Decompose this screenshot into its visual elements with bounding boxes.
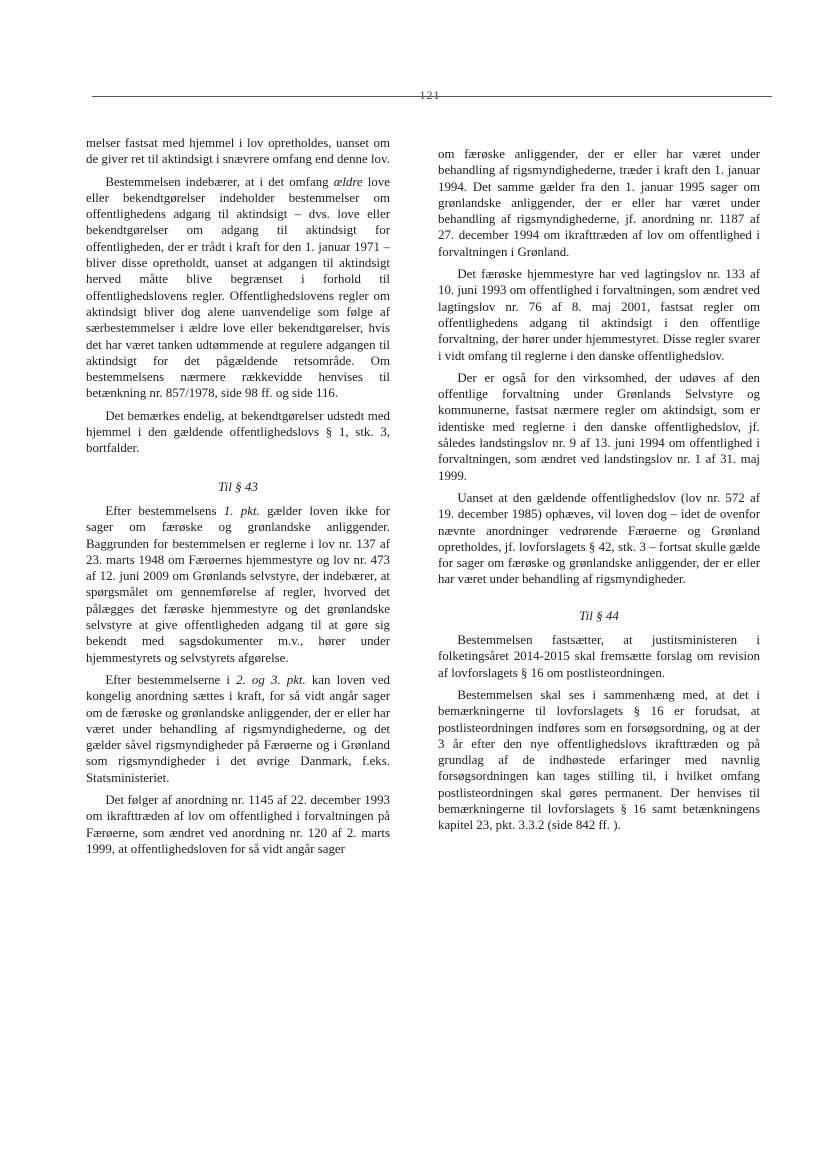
emphasis: ældre bbox=[333, 174, 363, 189]
text-run: love eller bekendtgørelser indeholder bestemmelser om offentlighedens adgang til aktindsigt – dvs. love eller bekendtgørelser om adgang til aktindsigt for offentligheden, der er trådt i kraft for den 1. januar 1971 – bliver disse opretholdt, uanset at adgangen til aktindsigt herved måtte blive begrænset i forhold til offentlighedslovens regler. Offentlighedslovens regler om aktindsigt bliver dog alene uanvendelige som følge af særbestemmelser i ældre love eller bekendtgørelser, hvis det har været tanken udtømmende at regulere adgangen til aktindsigt for det pågældende retsområde. Om bestemmelsens nærmere rækkevidde henvises til betænkning nr. 857/1978, side 98 ff. og side 116. bbox=[86, 174, 390, 401]
right-column bbox=[438, 146, 760, 840]
text-run: Efter bestemmelsens bbox=[105, 503, 224, 518]
paragraph: Der er også for den virksomhed, der udøves af den offentlige forvaltning under Grønlands Selvstyre og kommunerne, fastsat nærmere regler om aktindsigt, som er identiske med reglerne i den danske offentlighedslov, jf. således landstingslov nr. 9 af 13. juni 1994 om offentlighed i forvaltningen, som ændret ved landstingslov nr. 1 af 31. maj 1999. bbox=[438, 370, 760, 483]
section-heading-43: Til § 43 bbox=[218, 478, 258, 494]
paragraph: Bestemmelsen fastsætter, at justitsministeren i folketingsåret 2014-2015 skal fremsætte forslag om revision af lovforslagets § 16 om postlisteordningen. bbox=[438, 633, 760, 680]
text-run: Efter bestemmelserne i bbox=[105, 672, 237, 687]
emphasis: 2. og 3. pkt. bbox=[236, 672, 306, 687]
paragraph bbox=[86, 503, 390, 666]
paragraph bbox=[86, 672, 390, 786]
paragraph: Det bemærkes endelig, at bekendtgørelser udstedt med hjemmel i den gældende offentlighedslovs § 1, stk. 3, bortfalder. bbox=[86, 408, 390, 456]
paragraph: Det følger af anordning nr. 1145 af 22. december 1993 om ikrafttræden af lov om offentlighed i forvaltningen på Færøerne, som ændret ved anordning nr. 120 af 2. marts 1999, at offentlighedsloven for så vidt angår sager bbox=[86, 792, 390, 856]
paragraph: Uanset at den gældende offentlighedslov (lov nr. 572 af 19. december 1985) ophæves, vil loven dog – idet de ovenfor nævnte anordninger vedrørende Færøerne og Grønland opretholdes, jf. lovforslagets § 42, stk. 3 – fortsat skulle gælde for sager om færøske og grønlandske anliggender, der er eller har været under behandling af rigsmyndigheder. bbox=[438, 490, 760, 587]
section-heading-44: Til § 44 bbox=[579, 607, 619, 623]
paragraph: Det færøske hjemmestyre har ved lagtingslov nr. 133 af 10. juni 1993 om offentlighed i forvaltningen, som ændret ved lagtingslov nr. 76 af 8. maj 2001, fastsat regler om offentlighedens adgang til aktindsigt i den offentlige forvaltning, der hører under hjemmestyret. Disse regler svarer i vidt omfang til reglerne i den danske offentlighedslov. bbox=[438, 267, 760, 363]
paragraph: melser fastsat med hjemmel i lov opretholdes, uanset om de giver ret til aktindsigt i snævrere omfang end denne lov. bbox=[86, 136, 390, 167]
left-column bbox=[86, 135, 390, 863]
emphasis: 1. pkt. bbox=[223, 503, 260, 518]
text-run: Bestemmelsen indebærer, at i det omfang bbox=[105, 174, 334, 189]
page-number: 121 bbox=[419, 88, 441, 102]
paragraph: om færøske anliggender, der er eller har været under behandling af rigsmyndighederne, træder i kraft den 1. januar 1994. Det samme gælder fra den 1. januar 1995 sager om grønlandske anliggender, der er eller har været under behandling af rigsmyndighederne, jf. anordning nr. 1187 af 27. december 1994 om ikrafttræden af lov om offentlighed i forvaltningen i Grønland. bbox=[438, 147, 760, 259]
paragraph bbox=[86, 174, 390, 402]
paragraph: Bestemmelsen skal ses i sammenhæng med, at det i bemærkningerne til lovforslagets § 16 er forudsat, at postlisteordningen indføres som en forsøgsordning, og at der 3 år efter den nye offentlighedslovs ikrafttræden og på grundlag af de indhøstede erfaringer med navnlig forsøgsordningen kan tages stilling til, i hvilket omfang postlisteordningen skal gøres permanent. Der henvises til bemærkningerne til lovforslagets § 16 samt betænkningens kapitel 23, pkt. 3.3.2 (side 842 ff. ). bbox=[438, 687, 760, 833]
text-run: gælder loven ikke for sager om færøske og grønlandske anliggender. Baggrunden for bestemmelsen er reglerne i lov nr. 137 af 23. marts 1948 om Færøernes hjemmestyre og lov nr. 473 af 12. juni 2009 om Grønlands selvstyre, der indebærer, at spørgsmålet om gennemførelse af regler, hvorved det pålægges det færøske hjemmestyre og det grønlandske selvstyre at give offentligheden adgang til at gøre sig bekendt med sagsdokumenter m.v., hører under hjemmestyrets og selvstyrets afgørelse. bbox=[86, 503, 390, 665]
text-run: kan loven ved kongelig anordning sættes i kraft, for så vidt angår sager om de færøske og grønlandske anliggender, der er eller har været under behandling af rigsmyndighederne, og det gælder såvel rigsmyndigheder på Færøerne og i Grønland som rigsmyndigheder i det øvrige Danmark, f.eks. Statsministeriet. bbox=[86, 672, 390, 785]
header-rule bbox=[92, 96, 772, 97]
